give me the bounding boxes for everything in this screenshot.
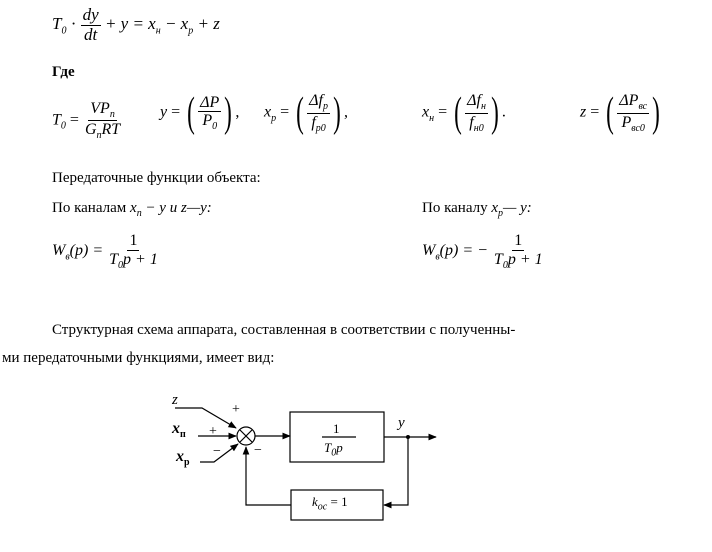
channel-left: По каналам $x_п - y$ и z—y:	[52, 200, 212, 219]
take-off-point	[406, 435, 410, 439]
block-denominator: $T_0p$	[324, 440, 343, 459]
sign-feedback: −	[254, 443, 262, 458]
sign-mid: +	[209, 424, 217, 439]
main-equation: $T_0$ · $\frac{dy}{dt}$ + $y = x_н - x_p + z$	[52, 5, 220, 44]
paragraph-line-1: Структурная схема аппарата, составленная в соответствии с полученны-	[52, 322, 516, 338]
input-z-label: z	[172, 392, 178, 408]
input-xn-label: $x_п$	[172, 420, 186, 441]
def-y: y = ( $\frac{\Delta P}{P_0}$ ) ,	[160, 90, 240, 136]
feedback-label: $k_{ос} = 1$	[312, 494, 348, 513]
tf-right: $W_в(p)$ = − $\frac{1}{T_0p + 1}$	[422, 232, 543, 271]
paragraph-line-2: ми передаточными функциями, имеет вид:	[2, 350, 275, 366]
output-y-label: y	[398, 415, 405, 431]
feedback-return-line	[246, 447, 291, 505]
where-label: Где	[52, 64, 75, 80]
block-numerator: 1	[333, 421, 340, 436]
channel-right: По каналу $x_р—$ y:	[422, 200, 532, 219]
sign-top: +	[232, 402, 240, 417]
def-xp: $x_p$ = ( $\frac{\Delta f_p}{f_{p0}}$ ) ,	[264, 90, 348, 136]
def-xn: $x_н$ = ( $\frac{\Delta f_н}{f_{н0}}$ ) .	[422, 90, 506, 136]
tf-heading: Передаточные функции объекта:	[52, 170, 261, 186]
tf-left: $W_в(p)$ = $\frac{1}{T_0p + 1}$	[52, 232, 158, 271]
def-T0: $T_0$ = $\frac{VP_n}{G_nRT}$	[52, 100, 121, 142]
sign-low: −	[213, 444, 221, 459]
feedback-take-off-line	[384, 437, 408, 505]
def-z: z = ( $\frac{\Delta P_{вс}}{P_{вс0}}$ )	[580, 90, 660, 136]
input-xp-label: $x_р$	[176, 448, 190, 469]
